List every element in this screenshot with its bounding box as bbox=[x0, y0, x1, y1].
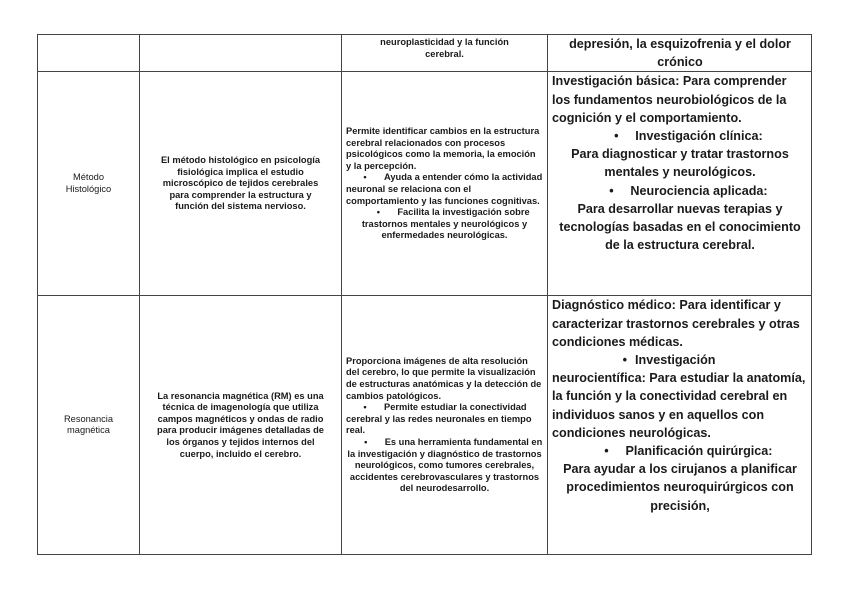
applications-bullet bbox=[552, 442, 808, 515]
bullet-icon: • bbox=[604, 444, 609, 459]
bullet-text: Ayuda a entender cómo la actividad neuronal se relaciona con el comportamiento y las funciones cognitivas. bbox=[346, 172, 543, 206]
method-applications-cell bbox=[548, 296, 812, 555]
bullet-text: Es una herramienta fundamental en la investigación y diagnóstico de trastornos neurológicos, como tumores cerebrales, accidentes cerebrovasculares y trastornos del neurodesarrollo. bbox=[347, 437, 543, 494]
table-row bbox=[38, 72, 812, 296]
bullet-icon: • bbox=[622, 353, 627, 368]
method-uses-cell bbox=[342, 296, 548, 555]
uses-bullet bbox=[346, 437, 543, 495]
method-name: Resonancia magnética bbox=[63, 413, 114, 436]
bullet-text: Facilita la investigación sobre trastornos mentales y neurológicos y enfermedades neurológicas. bbox=[361, 207, 530, 241]
table-cell bbox=[38, 35, 140, 72]
method-description: El método histológico en psicología fisiológica implica el estudio microscópico de tejidos cerebrales para comprender la estructura y función del sistema nervioso. bbox=[160, 154, 321, 212]
uses-intro: Permite identificar cambios en la estructura cerebral relacionados con procesos psicológicos como la memoria, la emoción y la percepción. bbox=[346, 125, 540, 171]
method-description: La resonancia magnética (RM) es una técnica de imagenología que utiliza campos magnéticos y ondas de radio para producir imágenes detalladas de los órganos y tejidos internos del cuerpo, incluido el cerebro. bbox=[157, 390, 324, 459]
method-description-cell bbox=[140, 296, 342, 555]
bullet-icon: • bbox=[376, 207, 380, 218]
table-cell bbox=[342, 35, 548, 72]
bullet-text: Investigación neurocientífica: bbox=[552, 353, 716, 386]
applications-bullet bbox=[552, 127, 808, 182]
uses-bullet bbox=[346, 172, 543, 207]
uses-bullet bbox=[346, 207, 543, 242]
bullet-text: Permite estudiar la conectividad cerebral y las redes neuronales en tiempo real. bbox=[346, 402, 532, 436]
bullet-icon: • bbox=[363, 402, 367, 413]
bullet-text: Para desarrollar nuevas terapias y tecnologías basadas en el conocimiento de la estructura cerebral. bbox=[559, 201, 801, 253]
applications-bullet bbox=[552, 182, 808, 255]
uses-bullet bbox=[346, 402, 543, 437]
uses-intro: Proporciona imágenes de alta resolución del cerebro, lo que permite la visualización de estructuras anatómicas y la detección de cambios patológicos. bbox=[346, 355, 542, 401]
comparison-table bbox=[37, 34, 812, 555]
cell-text: depresión, la esquizofrenia y el dolor crónico bbox=[569, 37, 791, 70]
method-name-cell bbox=[38, 72, 140, 296]
bullet-icon: • bbox=[363, 172, 367, 183]
method-uses-cell bbox=[342, 72, 548, 296]
cell-text: neuroplasticidad y la función cerebral. bbox=[380, 37, 509, 59]
method-name: Método Histológico bbox=[65, 172, 112, 194]
bullet-heading: Planificación quirúrgica: bbox=[625, 444, 773, 459]
bullet-heading: Neurociencia aplicada: bbox=[630, 183, 768, 198]
bullet-icon: • bbox=[364, 437, 368, 447]
table-cell bbox=[548, 35, 812, 72]
table-cell bbox=[140, 35, 342, 72]
bullet-text: Para ayudar a los cirujanos a planificar procedimientos neuroquirúrgicos con precisión, bbox=[563, 462, 797, 513]
table-row bbox=[38, 35, 812, 72]
bullet-icon: • bbox=[609, 183, 614, 198]
applications-intro: Investigación básica: Para comprender los fundamentos neurobiológicos de la cognición y el comportamiento. bbox=[552, 74, 787, 125]
method-applications-cell bbox=[548, 72, 812, 296]
table-row bbox=[38, 296, 812, 555]
applications-bullet bbox=[552, 351, 808, 442]
bullet-icon: • bbox=[614, 129, 619, 144]
method-name-cell bbox=[38, 296, 140, 555]
bullet-text: Para diagnosticar y tratar trastornos mentales y neurológicos. bbox=[571, 147, 789, 180]
applications-intro: Diagnóstico médico: Para identificar y caracterizar trastornos cerebrales y otras condiciones médicas. bbox=[552, 298, 800, 349]
bullet-heading: Investigación clínica: bbox=[635, 129, 763, 144]
bullet-text: Para estudiar la anatomía, la función y la conectividad cerebral en individuos sanos y en aquellos con condiciones neurológicas. bbox=[552, 371, 806, 440]
method-description-cell bbox=[140, 72, 342, 296]
